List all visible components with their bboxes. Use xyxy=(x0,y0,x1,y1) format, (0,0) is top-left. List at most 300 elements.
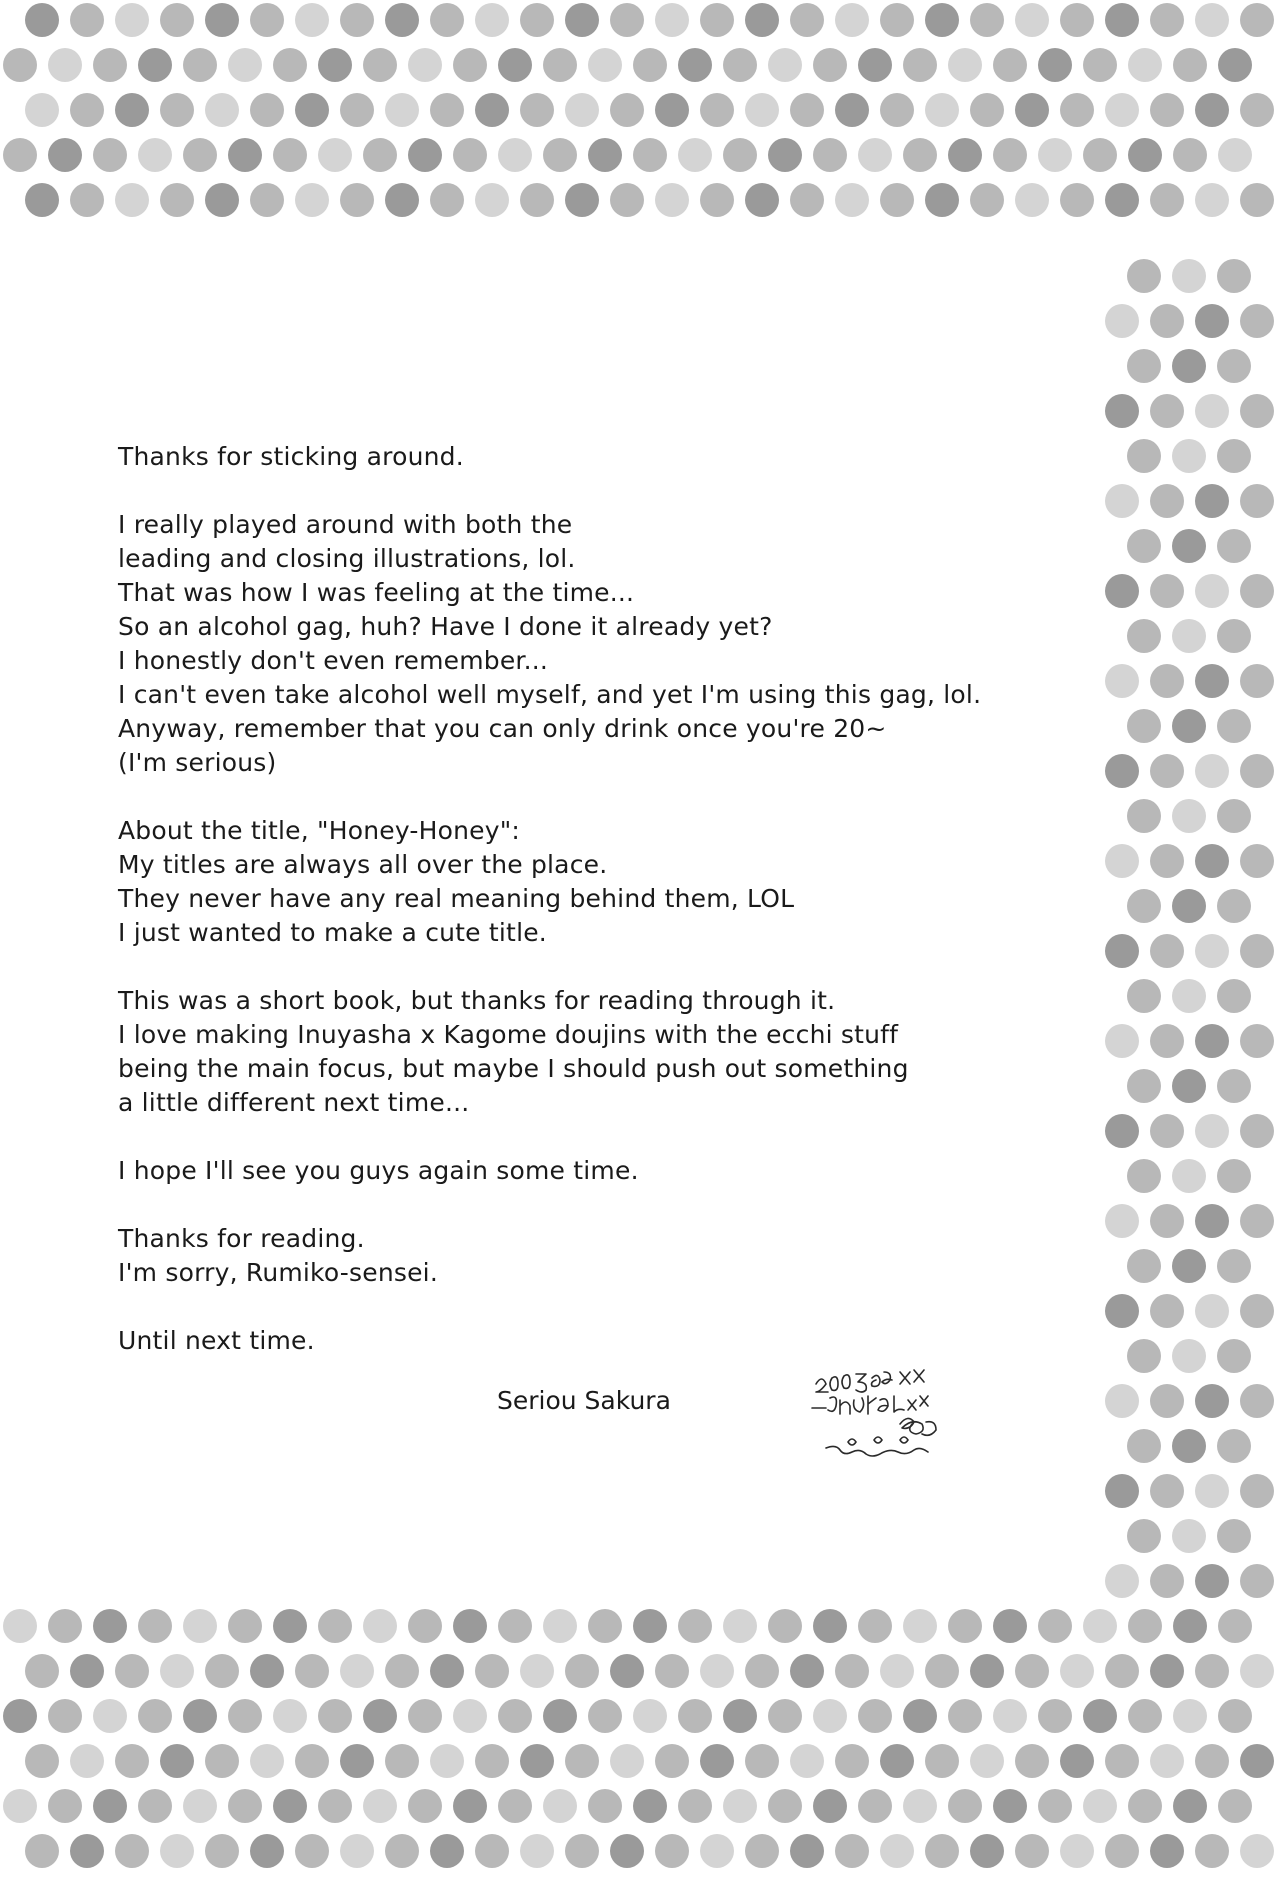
halftone-dot xyxy=(340,1744,374,1778)
halftone-dot xyxy=(1127,619,1161,653)
halftone-dot xyxy=(1240,844,1274,878)
halftone-dot xyxy=(1173,1699,1207,1733)
halftone-dot xyxy=(520,1834,554,1868)
halftone-dot xyxy=(588,1789,622,1823)
halftone-dot xyxy=(228,1699,262,1733)
halftone-dot xyxy=(430,1744,464,1778)
halftone-dot xyxy=(1240,394,1274,428)
halftone-dot xyxy=(610,183,644,217)
halftone-dot xyxy=(565,1654,599,1688)
halftone-dot xyxy=(1172,709,1206,743)
halftone-dot xyxy=(948,48,982,82)
halftone-dot xyxy=(250,183,284,217)
halftone-dot xyxy=(1015,3,1049,37)
halftone-dot xyxy=(1172,1429,1206,1463)
halftone-dot xyxy=(520,1654,554,1688)
halftone-dot xyxy=(1127,709,1161,743)
halftone-dot xyxy=(925,1744,959,1778)
halftone-dot xyxy=(408,48,442,82)
halftone-dot xyxy=(723,1699,757,1733)
halftone-dot xyxy=(970,1654,1004,1688)
halftone-dot xyxy=(1217,439,1251,473)
halftone-dot xyxy=(1240,574,1274,608)
halftone-dot xyxy=(948,1789,982,1823)
halftone-dot xyxy=(228,1789,262,1823)
text-line: My titles are always all over the place. xyxy=(118,850,608,879)
halftone-dot xyxy=(1217,1159,1251,1193)
halftone-dot xyxy=(723,1609,757,1643)
halftone-dot xyxy=(1105,3,1139,37)
text-line: (I'm serious) xyxy=(118,748,277,777)
halftone-dot xyxy=(318,1699,352,1733)
halftone-dot xyxy=(1240,3,1274,37)
paragraph-title xyxy=(118,814,1078,950)
halftone-dot xyxy=(1172,799,1206,833)
halftone-dot xyxy=(408,1789,442,1823)
halftone-dot xyxy=(1150,1564,1184,1598)
halftone-dot xyxy=(1015,183,1049,217)
halftone-dot xyxy=(183,48,217,82)
halftone-dot xyxy=(768,1789,802,1823)
halftone-dot xyxy=(700,1654,734,1688)
halftone-dot xyxy=(1150,844,1184,878)
halftone-dot xyxy=(1173,48,1207,82)
halftone-dot xyxy=(880,1744,914,1778)
text-line: About the title, "Honey-Honey": xyxy=(118,816,521,845)
halftone-dot xyxy=(138,1789,172,1823)
halftone-dot xyxy=(160,183,194,217)
halftone-dot xyxy=(1127,439,1161,473)
halftone-dot xyxy=(1038,48,1072,82)
halftone-dot xyxy=(520,93,554,127)
halftone-dot xyxy=(48,138,82,172)
halftone-dot xyxy=(745,1654,779,1688)
halftone-dot xyxy=(1195,1744,1229,1778)
halftone-dot xyxy=(340,3,374,37)
halftone-dot xyxy=(768,48,802,82)
halftone-dot xyxy=(835,1744,869,1778)
halftone-dot xyxy=(1240,1474,1274,1508)
halftone-dot xyxy=(700,93,734,127)
text-line: This was a short book, but thanks for reading through it. xyxy=(118,986,836,1015)
halftone-dot xyxy=(768,1609,802,1643)
halftone-dot xyxy=(543,138,577,172)
halftone-dot xyxy=(1105,1294,1139,1328)
halftone-dot xyxy=(925,183,959,217)
halftone-dot xyxy=(790,183,824,217)
author-name: Seriou Sakura xyxy=(497,1386,671,1415)
halftone-dot xyxy=(768,1699,802,1733)
halftone-dot xyxy=(1150,484,1184,518)
halftone-dot xyxy=(1172,1159,1206,1193)
halftone-dot xyxy=(745,1744,779,1778)
halftone-dot xyxy=(1060,183,1094,217)
paragraph-illustrations xyxy=(118,508,1078,780)
halftone-dot xyxy=(1060,1654,1094,1688)
halftone-dot xyxy=(1172,529,1206,563)
halftone-dot xyxy=(700,183,734,217)
halftone-dot xyxy=(93,138,127,172)
halftone-dot xyxy=(880,1834,914,1868)
halftone-dot xyxy=(903,1699,937,1733)
halftone-dot xyxy=(1127,1429,1161,1463)
halftone-dot xyxy=(880,93,914,127)
halftone-dot xyxy=(1150,1744,1184,1778)
halftone-dot xyxy=(1172,1249,1206,1283)
halftone-dot xyxy=(318,48,352,82)
halftone-dot xyxy=(588,1609,622,1643)
halftone-dot xyxy=(25,1654,59,1688)
halftone-dot xyxy=(1150,1204,1184,1238)
halftone-dot xyxy=(205,1834,239,1868)
text-line: leading and closing illustrations, lol. xyxy=(118,544,576,573)
halftone-dot xyxy=(655,1654,689,1688)
halftone-dot xyxy=(250,1834,284,1868)
halftone-dot xyxy=(430,1834,464,1868)
halftone-dot xyxy=(25,3,59,37)
halftone-dot xyxy=(1127,1159,1161,1193)
halftone-dot xyxy=(970,183,1004,217)
text-line: They never have any real meaning behind them, LOL xyxy=(118,884,795,913)
halftone-dot xyxy=(655,1744,689,1778)
halftone-dot xyxy=(475,1654,509,1688)
halftone-dot xyxy=(453,1789,487,1823)
halftone-dot xyxy=(1105,1744,1139,1778)
halftone-dot xyxy=(678,1789,712,1823)
halftone-dot xyxy=(723,48,757,82)
halftone-dot xyxy=(48,1789,82,1823)
halftone-dot xyxy=(1172,1339,1206,1373)
halftone-dot xyxy=(565,3,599,37)
halftone-dot xyxy=(700,1834,734,1868)
text-line: I love making Inuyasha x Kagome doujins with the ecchi stuff xyxy=(118,1020,899,1049)
halftone-dot xyxy=(408,1609,442,1643)
halftone-dot xyxy=(610,1834,644,1868)
halftone-dot xyxy=(453,1699,487,1733)
halftone-dot xyxy=(543,1789,577,1823)
halftone-dot xyxy=(543,1609,577,1643)
paragraph-until-next xyxy=(118,1324,1078,1358)
halftone-dot xyxy=(205,1654,239,1688)
halftone-dot xyxy=(1127,1069,1161,1103)
halftone-dot xyxy=(1240,304,1274,338)
halftone-dot xyxy=(3,138,37,172)
halftone-dot xyxy=(1195,93,1229,127)
halftone-dot xyxy=(385,1654,419,1688)
halftone-dot xyxy=(610,1654,644,1688)
halftone-dot xyxy=(700,3,734,37)
halftone-dot xyxy=(1127,979,1161,1013)
halftone-dot xyxy=(1105,1474,1139,1508)
halftone-dot xyxy=(790,1654,824,1688)
halftone-dot xyxy=(1195,183,1229,217)
halftone-dot xyxy=(813,1609,847,1643)
halftone-dot xyxy=(565,93,599,127)
halftone-dot xyxy=(160,1834,194,1868)
halftone-dot xyxy=(858,48,892,82)
halftone-dot xyxy=(1240,754,1274,788)
halftone-dot xyxy=(790,1834,824,1868)
halftone-dot xyxy=(1172,979,1206,1013)
halftone-dot xyxy=(1150,3,1184,37)
halftone-dot xyxy=(25,93,59,127)
halftone-dot xyxy=(318,1789,352,1823)
halftone-dot xyxy=(1150,93,1184,127)
halftone-dot xyxy=(1195,1114,1229,1148)
halftone-dot xyxy=(1195,1474,1229,1508)
halftone-dot xyxy=(1218,1789,1252,1823)
halftone-dot xyxy=(678,138,712,172)
halftone-dot xyxy=(138,1699,172,1733)
halftone-dot xyxy=(228,138,262,172)
halftone-dot xyxy=(3,1699,37,1733)
halftone-dot xyxy=(408,1699,442,1733)
text-line: Anyway, remember that you can only drink once you're 20~ xyxy=(118,714,887,743)
halftone-dot xyxy=(655,93,689,127)
halftone-dot xyxy=(1038,138,1072,172)
halftone-dot xyxy=(48,48,82,82)
halftone-dot xyxy=(1173,1609,1207,1643)
halftone-dot xyxy=(1038,1699,1072,1733)
halftone-dot xyxy=(655,3,689,37)
halftone-dot xyxy=(1195,754,1229,788)
halftone-dot xyxy=(475,183,509,217)
halftone-dot xyxy=(1105,844,1139,878)
halftone-dot xyxy=(1240,1834,1274,1868)
halftone-dot xyxy=(1150,574,1184,608)
halftone-dot xyxy=(1105,484,1139,518)
halftone-dot xyxy=(1217,529,1251,563)
text-line: I really played around with both the xyxy=(118,510,573,539)
halftone-dot xyxy=(318,138,352,172)
halftone-dot xyxy=(1127,799,1161,833)
halftone-dot xyxy=(835,1834,869,1868)
halftone-dot xyxy=(588,1699,622,1733)
halftone-dot xyxy=(1127,529,1161,563)
halftone-dot xyxy=(93,1789,127,1823)
halftone-dot xyxy=(1240,1654,1274,1688)
halftone-dot xyxy=(588,138,622,172)
halftone-dot xyxy=(1150,1114,1184,1148)
halftone-dot xyxy=(993,1789,1027,1823)
halftone-dot xyxy=(858,138,892,172)
halftone-dot xyxy=(1083,1609,1117,1643)
paragraph-short-book xyxy=(118,984,1078,1120)
halftone-dot xyxy=(903,138,937,172)
halftone-dot xyxy=(408,138,442,172)
halftone-dot xyxy=(1038,1789,1072,1823)
paragraph-thanks-reading xyxy=(118,1222,1078,1290)
halftone-dot xyxy=(498,1609,532,1643)
halftone-dot xyxy=(813,138,847,172)
halftone-dot xyxy=(70,1744,104,1778)
halftone-dot xyxy=(1105,934,1139,968)
halftone-dot xyxy=(1105,1834,1139,1868)
halftone-dot xyxy=(1195,1204,1229,1238)
halftone-dot xyxy=(813,1789,847,1823)
halftone-dot xyxy=(948,138,982,172)
halftone-dot xyxy=(3,48,37,82)
halftone-dot xyxy=(183,1609,217,1643)
halftone-dot xyxy=(183,138,217,172)
halftone-dot xyxy=(1195,1654,1229,1688)
halftone-dot xyxy=(745,1834,779,1868)
halftone-dot xyxy=(768,138,802,172)
text-line: I can't even take alcohol well myself, and yet I'm using this gag, lol. xyxy=(118,680,982,709)
text-line: That was how I was feeling at the time... xyxy=(118,578,635,607)
halftone-dot xyxy=(1127,1519,1161,1553)
halftone-dot xyxy=(25,1744,59,1778)
halftone-dot xyxy=(1105,394,1139,428)
halftone-dot xyxy=(1217,1249,1251,1283)
halftone-dot xyxy=(790,3,824,37)
halftone-dot xyxy=(745,3,779,37)
halftone-dot xyxy=(1105,1024,1139,1058)
halftone-dot xyxy=(115,3,149,37)
halftone-dot xyxy=(1105,574,1139,608)
halftone-dot xyxy=(1195,1294,1229,1328)
halftone-dot xyxy=(1195,574,1229,608)
halftone-dot xyxy=(588,48,622,82)
halftone-dot xyxy=(993,48,1027,82)
halftone-dot xyxy=(1060,93,1094,127)
halftone-dot xyxy=(1105,1564,1139,1598)
halftone-dot xyxy=(1173,138,1207,172)
halftone-dot xyxy=(970,1744,1004,1778)
text-line: Until next time. xyxy=(118,1326,315,1355)
halftone-dot xyxy=(70,93,104,127)
halftone-dot xyxy=(880,183,914,217)
halftone-dot xyxy=(138,48,172,82)
halftone-dot xyxy=(475,1744,509,1778)
halftone-dot xyxy=(723,138,757,172)
halftone-dot xyxy=(183,1699,217,1733)
halftone-dot xyxy=(115,1834,149,1868)
halftone-dot xyxy=(1150,934,1184,968)
halftone-dot xyxy=(363,48,397,82)
halftone-dot xyxy=(993,1699,1027,1733)
halftone-dot xyxy=(115,93,149,127)
halftone-dot xyxy=(655,1834,689,1868)
halftone-dot xyxy=(1150,1834,1184,1868)
halftone-dot xyxy=(1240,1744,1274,1778)
halftone-dot xyxy=(138,138,172,172)
halftone-dot xyxy=(948,1699,982,1733)
halftone-dot xyxy=(1105,1114,1139,1148)
text-line: I just wanted to make a cute title. xyxy=(118,918,547,947)
halftone-dot xyxy=(1218,48,1252,82)
halftone-dot xyxy=(250,93,284,127)
halftone-dot xyxy=(1217,799,1251,833)
paragraph-thanks xyxy=(118,440,1078,474)
halftone-dot xyxy=(1240,1204,1274,1238)
halftone-dot xyxy=(790,93,824,127)
halftone-dot xyxy=(160,1744,194,1778)
halftone-dot xyxy=(565,1744,599,1778)
halftone-dot xyxy=(1195,1564,1229,1598)
halftone-dot xyxy=(295,93,329,127)
halftone-dot xyxy=(1127,889,1161,923)
halftone-dot xyxy=(633,1789,667,1823)
halftone-dot xyxy=(1127,259,1161,293)
halftone-dot xyxy=(475,93,509,127)
halftone-dot xyxy=(363,1609,397,1643)
halftone-dot xyxy=(205,93,239,127)
halftone-dot xyxy=(1217,1339,1251,1373)
halftone-dot xyxy=(1217,1519,1251,1553)
halftone-dot xyxy=(115,1744,149,1778)
halftone-dot xyxy=(295,3,329,37)
halftone-dot xyxy=(25,1834,59,1868)
halftone-dot xyxy=(520,1744,554,1778)
halftone-dot xyxy=(610,93,644,127)
halftone-dot xyxy=(1172,889,1206,923)
halftone-dot xyxy=(1105,754,1139,788)
halftone-dot xyxy=(790,1744,824,1778)
halftone-dot xyxy=(1150,1294,1184,1328)
halftone-dot xyxy=(1105,664,1139,698)
halftone-dot xyxy=(1195,394,1229,428)
halftone-dot xyxy=(363,1699,397,1733)
halftone-dot xyxy=(1128,48,1162,82)
halftone-dot xyxy=(1195,304,1229,338)
halftone-dot xyxy=(70,1654,104,1688)
halftone-dot xyxy=(1240,934,1274,968)
halftone-dot xyxy=(1218,138,1252,172)
text-line: a little different next time... xyxy=(118,1088,470,1117)
halftone-dot xyxy=(475,1834,509,1868)
halftone-dot xyxy=(835,183,869,217)
halftone-dot xyxy=(655,183,689,217)
halftone-dot xyxy=(1127,1339,1161,1373)
halftone-dot xyxy=(1240,1564,1274,1598)
halftone-dot xyxy=(1195,484,1229,518)
halftone-dot xyxy=(430,1654,464,1688)
halftone-dot xyxy=(520,183,554,217)
halftone-dot xyxy=(543,1699,577,1733)
halftone-dot xyxy=(295,1654,329,1688)
halftone-dot xyxy=(1150,754,1184,788)
halftone-dot xyxy=(430,3,464,37)
halftone-dot xyxy=(678,1609,712,1643)
halftone-dot xyxy=(363,138,397,172)
halftone-dot xyxy=(340,93,374,127)
halftone-dot xyxy=(1083,48,1117,82)
text-line: So an alcohol gag, huh? Have I done it already yet? xyxy=(118,612,773,641)
halftone-dot xyxy=(1150,1654,1184,1688)
halftone-dot xyxy=(1172,439,1206,473)
halftone-dot xyxy=(1172,1069,1206,1103)
halftone-dot xyxy=(1217,619,1251,653)
halftone-dot xyxy=(295,1834,329,1868)
halftone-dot xyxy=(1060,1834,1094,1868)
halftone-dot xyxy=(925,93,959,127)
halftone-dot xyxy=(160,1654,194,1688)
halftone-dot xyxy=(385,93,419,127)
halftone-dot xyxy=(1150,1474,1184,1508)
halftone-dot xyxy=(633,1609,667,1643)
halftone-dot xyxy=(970,93,1004,127)
halftone-dot xyxy=(970,1834,1004,1868)
halftone-dot xyxy=(1195,1384,1229,1418)
halftone-dot xyxy=(453,138,487,172)
halftone-dot xyxy=(745,93,779,127)
halftone-dot xyxy=(70,3,104,37)
halftone-dot xyxy=(1240,1294,1274,1328)
halftone-dot xyxy=(948,1609,982,1643)
halftone-dot xyxy=(1105,93,1139,127)
halftone-dot xyxy=(1195,664,1229,698)
